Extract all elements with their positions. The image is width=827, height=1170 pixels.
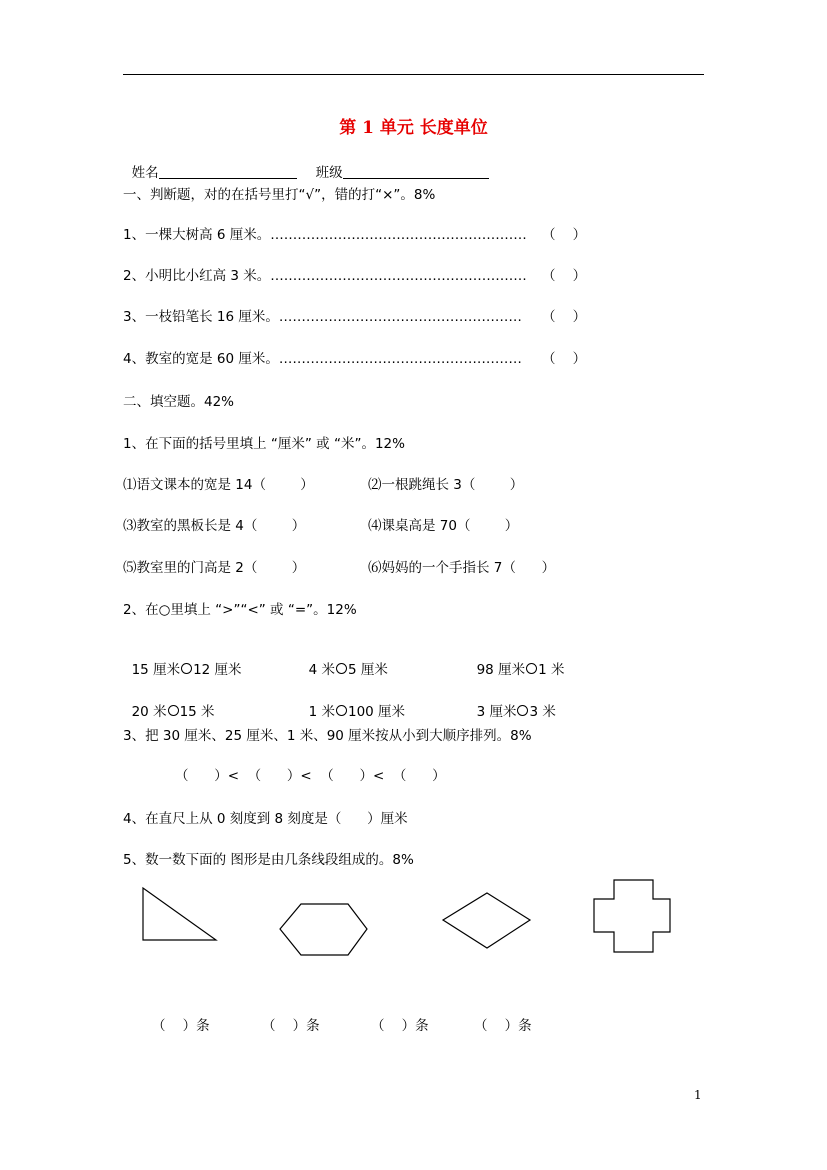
judge-item-1: 1、一棵大树高 6 厘米。…………………………………………………	[123, 227, 527, 243]
judge-item-2: 2、小明比小红高 3 米。…………………………………………………	[123, 268, 527, 284]
q4-text: 4、在直尺上从 0 刻度到 8 刻度是（ ）厘米	[123, 811, 408, 827]
unit-item-6[interactable]: ⑹妈妈的一个手指长 7（ ）	[368, 560, 556, 576]
compare-right: 15 米	[179, 704, 215, 720]
judge-paren-2[interactable]: （ ）	[542, 268, 587, 284]
unit-item-3[interactable]: ⑶教室的黑板长是 4（ ）	[123, 518, 306, 534]
q3-heading: 3、把 30 厘米、25 厘米、1 米、90 厘米按从小到大顺序排列。8%	[123, 728, 532, 744]
q2-heading: 2、在○里填上 “>”“<” 或 “=”。12%	[123, 602, 357, 618]
rhombus-shape	[443, 893, 530, 948]
compare-right: 1 米	[538, 662, 565, 678]
count-answer-4[interactable]: （ ）条	[474, 1018, 532, 1034]
compare-right: 100 厘米	[347, 704, 406, 720]
count-answer-2[interactable]: （ ）条	[262, 1018, 320, 1034]
judge-paren-4[interactable]: （ ）	[542, 351, 587, 367]
unit-item-4[interactable]: ⑷课桌高是 70（ ）	[368, 518, 519, 534]
compare-left: 4 米	[308, 662, 335, 678]
page-number: 1	[694, 1088, 702, 1102]
compare-right: 5 厘米	[347, 662, 388, 678]
compare-left: 15 厘米	[131, 662, 181, 678]
count-answer-1[interactable]: （ ）条	[152, 1018, 210, 1034]
page-title: 第 1 单元 长度单位	[339, 118, 488, 138]
judge-item-3: 3、一枝铅笔长 16 厘米。………………………………………………	[123, 309, 522, 325]
compare-left: 3 厘米	[476, 704, 517, 720]
q5-heading: 5、数一数下面的 图形是由几条线段组成的。8%	[123, 852, 414, 868]
cross-shape	[594, 880, 670, 952]
compare-left: 1 米	[308, 704, 335, 720]
judge-item-4: 4、教室的宽是 60 厘米。………………………………………………	[123, 351, 522, 367]
compare-left: 20 米	[131, 704, 167, 720]
unit-item-5[interactable]: ⑸教室里的门高是 2（ ）	[123, 560, 306, 576]
name-label: 姓名	[131, 165, 159, 181]
section2-heading: 二、填空题。42%	[123, 394, 235, 410]
q3-answer[interactable]: （ ）< （ ）< （ ）< （ ）	[175, 768, 446, 784]
hexagon-shape	[280, 904, 367, 955]
count-answer-3[interactable]: （ ）条	[371, 1018, 429, 1034]
unit-item-2[interactable]: ⑵一根跳绳长 3（ ）	[368, 477, 524, 493]
judge-paren-3[interactable]: （ ）	[542, 309, 587, 325]
compare-right: 12 厘米	[193, 662, 242, 678]
q1-heading: 1、在下面的括号里填上 “厘米” 或 “米”。12%	[123, 436, 405, 452]
class-label: 班级	[315, 165, 343, 181]
compare-left: 98 厘米	[476, 662, 526, 678]
judge-paren-1[interactable]: （ ）	[542, 227, 587, 243]
compare-right: 3 米	[529, 704, 556, 720]
unit-item-1[interactable]: ⑴语文课本的宽是 14（ ）	[123, 477, 314, 493]
section1-heading: 一、判断题，对的在括号里打“√”，错的打“×”。8%	[123, 187, 436, 203]
triangle-shape	[143, 888, 216, 940]
